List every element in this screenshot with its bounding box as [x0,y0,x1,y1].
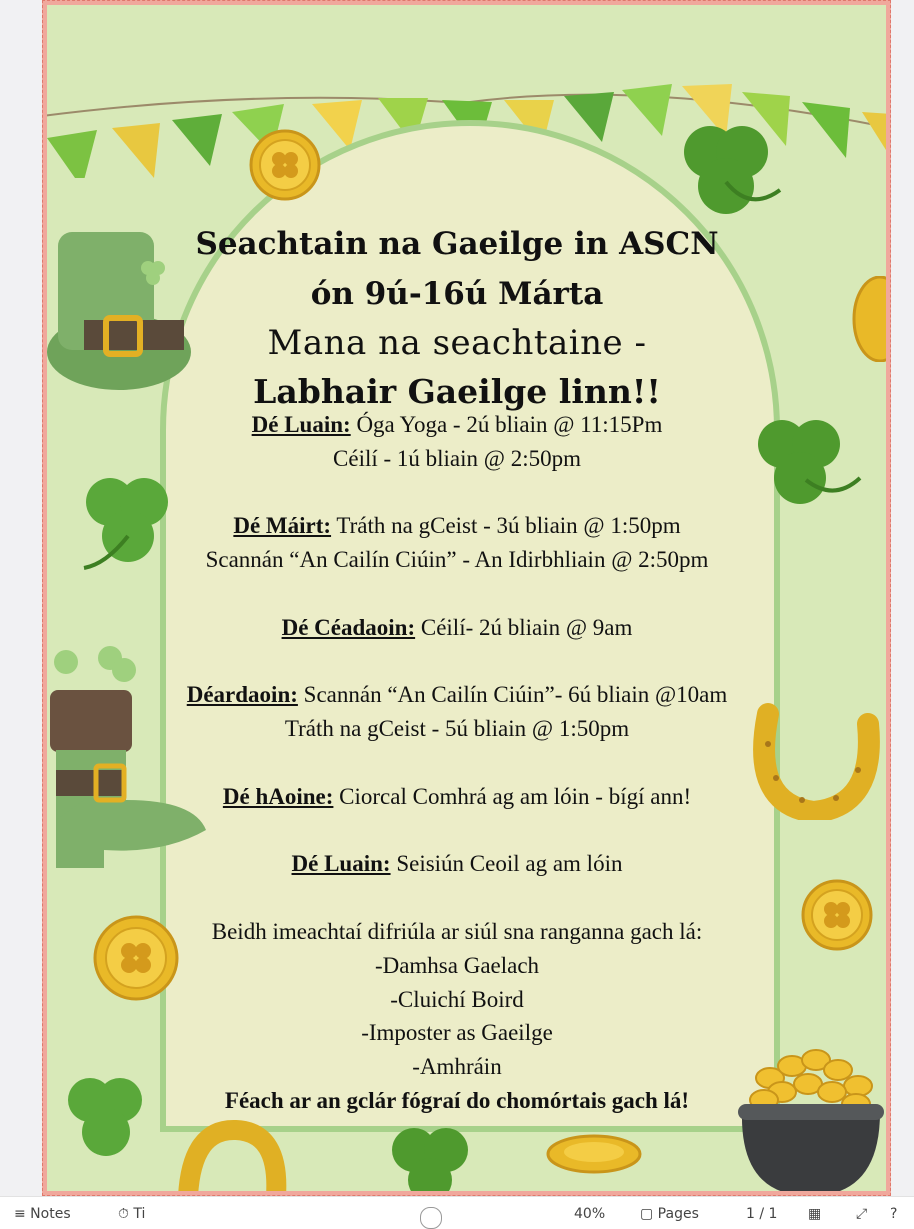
activities-intro: Beidh imeachtaí difriúla ar siúl sna ranganna gach lá: [211,919,703,944]
help-icon[interactable]: ? [890,1206,898,1222]
activity-item: -Amhráin [412,1054,502,1079]
poster-title-line-2: ón 9ú-16ú Márta [310,276,604,312]
gold-coin-icon [546,1132,642,1176]
editor-bottom-toolbar [0,1196,914,1220]
horseshoe-icon [172,1118,292,1196]
schedule-line [0,851,914,877]
poster-footer: Féach ar an gclár fógraí do chomórtais gach lá! [224,1088,690,1113]
activity-item: -Damhsa Gaelach [374,953,540,978]
schedule-line [0,615,914,641]
schedule-line [0,682,914,708]
activity-item: -Imposter as Gaeilge [361,1020,553,1045]
schedule-line [0,547,914,573]
shamrock-icon [660,112,790,232]
schedule-text: Céilí - 1ú bliain @ 2:50pm [333,446,581,471]
poster-subtitle: Mana na seachtaine - [267,323,647,363]
schedule-text: Tráth na gCeist - 5ú bliain @ 1:50pm [284,716,630,741]
schedule-text: Ciorcal Comhrá ag am lóin - bígí ann! [333,784,692,809]
schedule-line [0,412,914,438]
schedule-day: Dé Luain: [291,851,391,876]
schedule-text: Tráth na gCeist - 3ú bliain @ 1:50pm [331,513,681,538]
schedule-text: Seisiún Ceoil ag am lóin [390,851,623,876]
poster-title-line-1: Seachtain na Gaeilge in ASCN [195,226,719,262]
zoom-slider-handle[interactable] [420,1207,442,1229]
schedule-text: Céilí- 2ú bliain @ 9am [415,615,633,640]
page-count: 1 / 1 [746,1206,778,1222]
schedule-line [0,784,914,810]
notes-button[interactable]: ≡ Notes [14,1206,71,1222]
schedule-day: Déardaoin: [186,682,298,707]
shamrock-icon [50,1064,160,1174]
schedule-day: Dé hAoine: [222,784,334,809]
zoom-level[interactable]: 40% [574,1206,606,1222]
schedule-line [0,446,914,472]
timer-button[interactable]: ⏱ Ti [118,1206,146,1222]
schedule-day: Dé Luain: [251,412,351,437]
leprechaun-boot-icon [44,640,214,872]
shamrock-icon [376,1114,484,1196]
schedule-day: Dé Máirt: [233,513,332,538]
schedule-line [0,716,914,742]
schedule-text: Óga Yoga - 2ú bliain @ 11:15Pm [350,412,663,437]
schedule-text: Scannán “An Cailín Ciúin” - An Idirbhliain @ 2:50pm [205,547,709,572]
gold-coin-icon [248,128,322,202]
poster-page[interactable] [42,0,891,1196]
grid-view-icon[interactable]: ▦ [808,1206,822,1222]
pages-button[interactable]: ▢ Pages [640,1206,699,1222]
activity-item: -Cluichí Boird [390,987,524,1012]
schedule-text: Scannán “An Cailín Ciúin”- 6ú bliain @10am [297,682,728,707]
poster-motto: Labhair Gaeilge linn!! [253,372,661,411]
schedule-line [0,513,914,539]
schedule-day: Dé Céadaoin: [281,615,416,640]
fullscreen-icon[interactable]: ⤢ [856,1206,868,1222]
